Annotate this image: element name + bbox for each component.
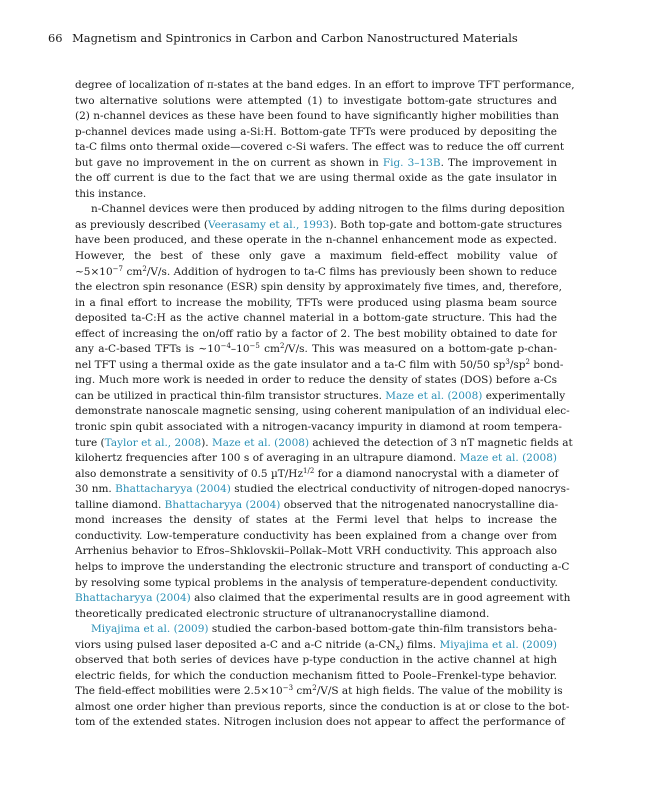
citation-link[interactable]: Bhattacharyya (2004) <box>75 592 191 605</box>
text-line: talline diamond. Bhattacharyya (2004) observed that the nitrogenated nanocrystalline dia- <box>75 498 559 511</box>
page-number: 66 <box>48 31 63 45</box>
text-line: p-channel devices made using a-Si:H. Bottom-gate TFTs were produced by depositing the <box>75 125 557 138</box>
text-line: effect of increasing the on/off ratio by a factor of 2. The best mobility obtained to date for <box>75 327 557 340</box>
figure-link[interactable]: Fig. 3–13B <box>382 156 441 169</box>
text-line: conductivity. Low-temperature conductivity has been explained from a change over from <box>75 529 557 542</box>
text-line: tom of the extended states. Nitrogen inclusion does not appear to affect the performance of <box>75 716 565 729</box>
running-title: Magnetism and Spintronics in Carbon and Carbon Nanostructured Materials <box>72 31 518 45</box>
text-line: degree of localization of π-states at the band edges. In an effort to improve TFT performance, <box>75 79 575 91</box>
text-line: kilohertz frequencies after 100 s of averaging in an ultrapure diamond. Maze et al. (2008) <box>75 452 557 465</box>
text-line: ta-C films onto thermal oxide—covered c-Si wafers. The effect was to reduce the off current <box>75 141 565 154</box>
text-line: also demonstrate a sensitivity of 0.5 $\mu T/Hz^{1/2}$ for a diamond nanocrystal with a diameter of <box>75 466 559 480</box>
text-line: The field-effect mobilities were $2.5\times 10^{-3}$ $cm^2/V/S$ at high fields. The value of the mobility is <box>75 684 563 698</box>
text-line: in a final effort to increase the mobility, TFTs were produced using plasma beam source <box>75 296 557 309</box>
paragraph-1 <box>75 78 575 202</box>
text-line: viors using pulsed laser deposited a-C and a-C nitride $(a-CN_x)$ films. Miyajima et al. (2009) <box>75 638 557 652</box>
paragraph-2 <box>75 202 573 622</box>
text-line: ing. Much more work is needed in order to reduce the density of states (DOS) before a-Cs <box>75 374 557 387</box>
text-line: Bhattacharyya (2004) also claimed that the experimental results are in good agreement with <box>75 592 571 605</box>
text-line: 30 nm. Bhattacharyya (2004) studied the electrical conductivity of nitrogen-doped nanocrys- <box>75 483 570 496</box>
citation-link[interactable]: Bhattacharyya (2004) <box>115 483 231 496</box>
text-line: have been produced, and these operate in the n-channel enhancement mode as expected. <box>75 234 557 247</box>
text-line: electric fields, for which the conduction mechanism fitted to Poole–Frenkel-type behavior. <box>75 669 557 682</box>
running-header <box>48 31 518 45</box>
text-line: any a-C-based TFTs is $\sim 10^{-4}-10^{-5}$ $cm^2/V/s$. This was measured on a bottom-gate p-chan- <box>75 342 557 356</box>
text-line: this instance. <box>75 187 147 200</box>
text-line: demonstrate nanoscale magnetic sensing, using coherent manipulation of an individual elec- <box>75 405 570 418</box>
text-line: nel TFT using a thermal oxide as the gate insulator and a ta-C film with 50/50 $sp^3/sp^2$ bond- <box>75 357 564 371</box>
text-line: (2) n-channel devices as these have been found to have significantly higher mobilities than <box>75 110 560 123</box>
text-line: observed that both series of devices have p-type conduction in the active channel at high <box>75 654 557 667</box>
text-line: ture (Taylor et al., 2008). Maze et al. (2008) achieved the detection of 3 nT magnetic fields at <box>75 436 573 449</box>
citation-link[interactable]: Bhattacharyya (2004) <box>164 498 281 511</box>
text-line: However, the best of these only gave a maximum field-effect mobility value of <box>75 250 557 263</box>
text-line: the electron spin resonance (ESR) spin density by approximately five times, and, therefore, <box>75 281 562 294</box>
citation-link[interactable]: Veerasamy et al., 1993 <box>208 218 330 231</box>
citation-link[interactable]: Miyajima et al. (2009) <box>91 623 209 636</box>
text-line: can be utilized in practical thin-film transistor structures. Maze et al. (2008) experimentally <box>75 389 566 402</box>
text-line: Arrhenius behavior to Efros–Shklovskii–Pollak–Mott VRH conductivity. This approach also <box>75 545 557 558</box>
text-line: helps to improve the understanding the electronic structure and transport of conducting a-C <box>75 560 570 573</box>
citation-link[interactable]: Maze et al. (2008) <box>385 389 483 402</box>
text-line: by resolving some typical problems in the analysis of temperature-dependent conductivity. <box>75 576 558 589</box>
citation-link[interactable]: Maze et al. (2008) <box>211 436 310 449</box>
body-text <box>75 78 575 731</box>
text-line: but gave no improvement in the on current as shown in Fig. 3–13B. The improvement in <box>75 156 557 169</box>
text-line: as previously described (Veerasamy et al., 1993). Both top-gate and bottom-gate structures <box>75 218 563 231</box>
text-line: the off current is due to the fact that we are using thermal oxide as the gate insulator in <box>75 172 557 185</box>
text-line: almost one order higher than previous reports, since the conduction is at or close to the bot- <box>75 700 570 713</box>
text-line: mond increases the density of states at the Fermi level that helps to increase the <box>75 514 557 527</box>
text-line: theoretically predicated electronic structure of ultrananocrystalline diamond. <box>75 607 490 620</box>
citation-link[interactable]: Maze et al. (2008) <box>459 452 557 465</box>
text-line: n-Channel devices were then produced by adding nitrogen to the films during deposition <box>91 203 565 216</box>
text-line: two alternative solutions were attempted (1) to investigate bottom-gate structures and <box>75 94 557 107</box>
text-line: tronic spin qubit associated with a nitrogen-vacancy impurity in diamond at room tempera- <box>75 421 562 434</box>
text-line: $\sim 5\times 10^{-7}$ $cm^2/V/s$. Addition of hydrogen to ta-C films has previously been shown to reduce <box>75 264 557 278</box>
citation-link[interactable]: Taylor et al., 2008 <box>104 436 202 449</box>
text-line: Miyajima et al. (2009) studied the carbon-based bottom-gate thin-film transistors beha- <box>91 623 557 636</box>
paragraph-3 <box>75 622 570 731</box>
text-line: deposited ta-C:H as the active channel material in a bottom-gate structure. This had the <box>75 312 557 325</box>
citation-link[interactable]: Miyajima et al. (2009) <box>439 638 557 651</box>
